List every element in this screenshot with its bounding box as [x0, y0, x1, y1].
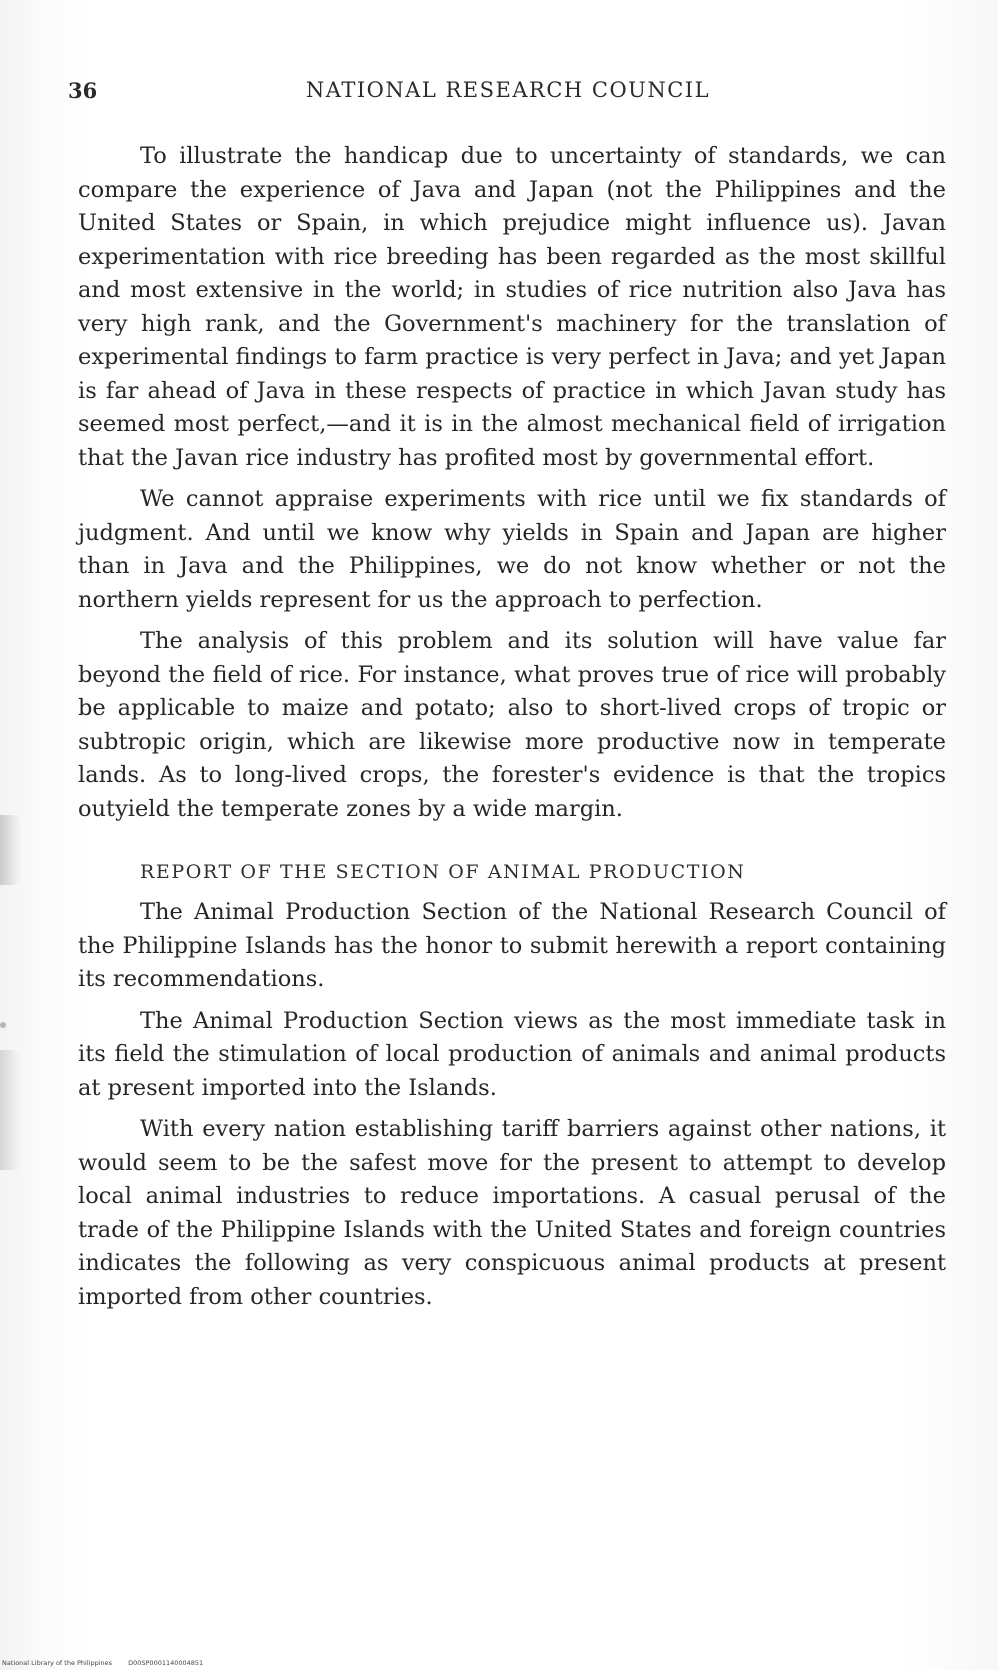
paragraph: The analysis of this problem and its solution will have value far beyond the field of rice. For instance, what proves true of rice will probably be applicable to maize and potato; also to short-lived crops of tropic or subtropic origin, which are likewise more productive now in temperate lands. As to long-lived crops, the forester's evidence is that the tropics outyield the temperate zones by a wide margin.: [78, 628, 946, 822]
footer-library: National Library of the Philippines: [2, 1659, 113, 1667]
footer-stamp: [2, 1659, 217, 1667]
page-number: 36: [68, 78, 98, 103]
running-head: [68, 78, 948, 108]
paragraph: The Animal Production Section of the National Research Council of the Philippine Islands has the honor to submit herewith a report containing its recommendations.: [78, 899, 946, 992]
paragraph: We cannot appraise experiments with rice until we fix standards of judgment. And until we know why yields in Spain and Japan are higher than in Java and the Philippines, we do not know whether or not the northern yields represent for us the approach to perfection.: [78, 486, 946, 613]
body-text: [78, 140, 946, 1322]
footer-identifier: D00SP0001140004851: [128, 1659, 204, 1667]
scan-speck: [0, 1022, 6, 1028]
section-heading: REPORT OF THE SECTION OF ANIMAL PRODUCTION: [140, 861, 746, 883]
paragraph: With every nation establishing tariff barriers against other nations, it would seem to be the safest move for the present to attempt to develop local animal industries to reduce importations. A casual perusal of the trade of the Philippine Islands with the United States and foreign countries indicates the following as very conspicuous animal products at present imported from other countries.: [78, 1116, 946, 1310]
paragraph: To illustrate the handicap due to uncertainty of standards, we can compare the experience of Java and Japan (not the Philippines and the United States or Spain, in which prejudice might influence us). Javan experimentation with rice breeding has been regarded as the most skillful and most extensive in the world; in studies of rice nutrition also Java has very high rank, and the Government's machinery for the translation of experimental findings to farm practice is very perfect in Java; and yet Japan is far ahead of Java in these respects of practice in which Javan study has seemed most perfect,—and it is in the almost mechanical field of irrigation that the Javan rice industry has profited most by governmental effort.: [78, 143, 946, 471]
paragraph: The Animal Production Section views as the most immediate task in its field the stimulation of local production of animals and animal products at present imported into the Islands.: [78, 1007, 946, 1101]
running-title: NATIONAL RESEARCH COUNCIL: [305, 78, 711, 102]
scan-binding-shadow: [0, 1050, 22, 1170]
scan-binding-shadow: [0, 815, 22, 885]
